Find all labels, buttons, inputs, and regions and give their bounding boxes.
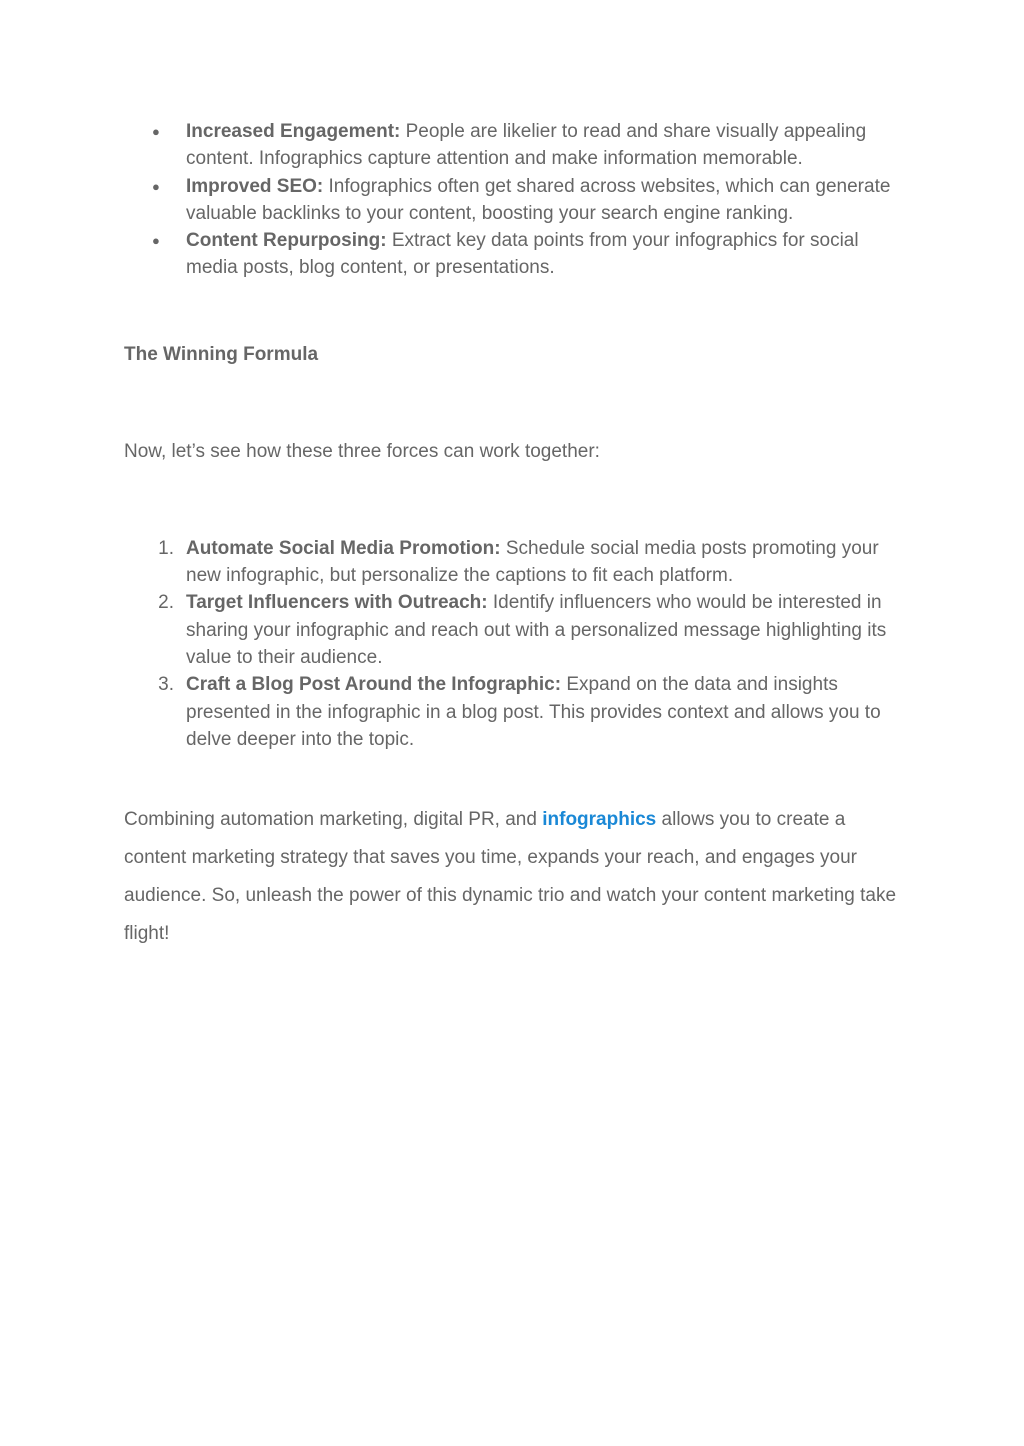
benefit-text: People are likelier to read and share visually appealing content. Infographics capture attention and make information memorable.: [186, 121, 867, 170]
section-heading: The Winning Formula: [124, 343, 319, 365]
document-page: [124, 118, 904, 953]
benefit-term: Increased Engagement:: [186, 121, 401, 142]
list-item: [124, 173, 904, 228]
benefit-term: Improved SEO:: [186, 175, 324, 197]
list-item: [124, 227, 904, 282]
benefit-text: Extract key data points from your infographics for social media posts, blog content, or presentations.: [186, 230, 859, 279]
step-number: 3.: [158, 674, 174, 696]
bullet-icon: ●: [152, 124, 160, 139]
step-term: Automate Social Media Promotion:: [186, 537, 501, 559]
closing-text-end: allows you to create a content marketing strategy that saves you time, expands your reach, and engages your audience. So, unleash the power of this dynamic trio and watch your content marketing take flight!: [124, 809, 897, 945]
bullet-icon: ●: [152, 178, 160, 194]
intro-paragraph: Now, let’s see how these three forces can work together:: [124, 440, 600, 462]
step-number: 1.: [158, 537, 174, 559]
step-term: Target Influencers with Outreach:: [186, 592, 488, 614]
closing-text-start: Combining automation marketing, digital PR, and: [124, 809, 543, 831]
step-text: Expand on the data and insights presented in the infographic in a blog post. This provides context and allows you to delve deeper into the topic.: [186, 674, 881, 750]
step-text: Identify influencers who would be interested in sharing your infographic and reach out with a personalized message highlighting its value to their audience.: [186, 592, 887, 668]
benefits-list: [124, 118, 904, 282]
closing-paragraph: [124, 801, 904, 953]
list-item: [124, 671, 904, 753]
benefit-term: Content Repurposing:: [186, 230, 387, 252]
list-item: [124, 535, 904, 590]
list-item: [124, 589, 904, 671]
list-item: [124, 118, 904, 173]
steps-list: [124, 535, 904, 753]
step-term: Craft a Blog Post Around the Infographic:: [186, 674, 562, 696]
bullet-icon: ●: [152, 233, 160, 249]
step-number: 2.: [158, 592, 174, 614]
infographics-link[interactable]: infographics: [542, 809, 657, 831]
step-text: Schedule social media posts promoting your new infographic, but personalize the captions to fit each platform.: [186, 537, 879, 587]
benefit-text: Infographics often get shared across websites, which can generate valuable backlinks to your content, boosting your search engine ranking.: [186, 175, 891, 224]
